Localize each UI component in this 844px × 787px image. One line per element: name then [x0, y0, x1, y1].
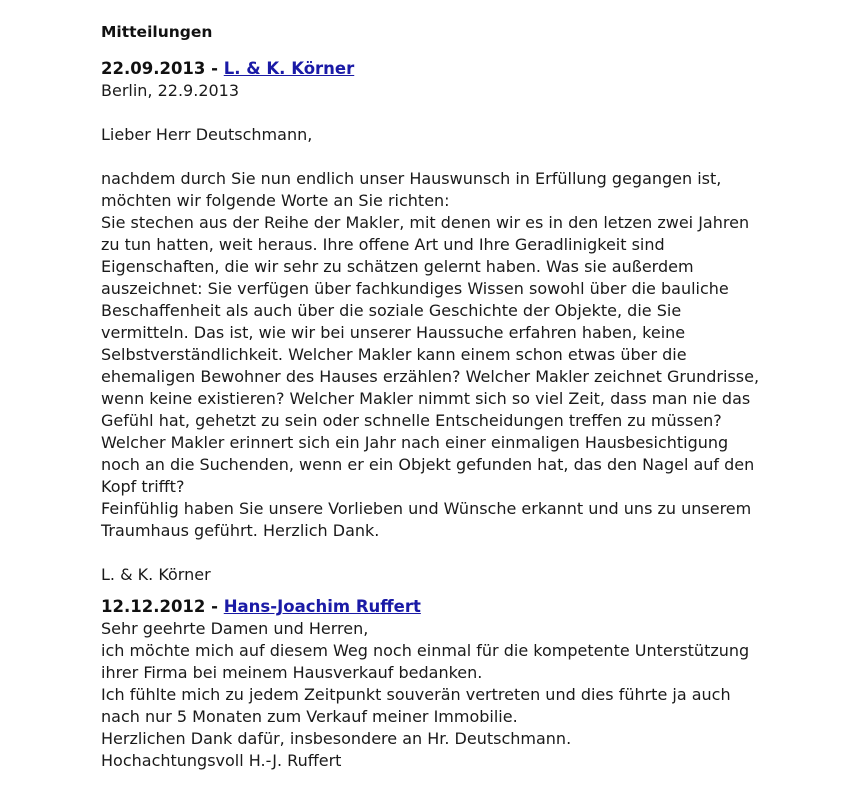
testimonial-entry — [101, 596, 801, 772]
signature-line: L. & K. Körner — [101, 565, 211, 584]
text-line: Welcher Makler erinnert sich ein Jahr nach einer einmaligen Hausbesichtigung — [101, 433, 729, 452]
blank-line — [101, 146, 801, 168]
text-line: vermitteln. Das ist, wie wir bei unserer Haussuche erfahren haben, keine — [101, 323, 686, 342]
text-line: Lieber Herr Deutschmann, — [101, 125, 313, 144]
blank-line — [101, 542, 801, 564]
author-link[interactable]: Hans-Joachim Ruffert — [223, 597, 421, 616]
testimonial-entry — [101, 58, 801, 586]
entry-header — [101, 596, 801, 618]
signature-line: Hochachtungsvoll H.-J. Ruffert — [101, 751, 342, 770]
text-line: nachdem durch Sie nun endlich unser Hauswunsch in Erfüllung gegangen ist, — [101, 169, 722, 188]
entry-body — [101, 80, 801, 586]
text-line: Sehr geehrte Damen und Herren, — [101, 619, 369, 638]
entry-date: 22.09.2013 — [101, 59, 206, 78]
page-title: Mitteilungen — [101, 23, 213, 41]
text-line: noch an die Suchenden, wenn er ein Objekt gefunden hat, das den Nagel auf den — [101, 455, 755, 474]
text-line: Herzlichen Dank dafür, insbesondere an Hr. Deutschmann. — [101, 729, 572, 748]
text-line: Selbstverständlichkeit. Welcher Makler kann einem schon etwas über die — [101, 345, 687, 364]
text-line: Sie stechen aus der Reihe der Makler, mit denen wir es in den letzen zwei Jahren — [101, 213, 750, 232]
blank-line — [101, 102, 801, 124]
text-line: Ich fühlte mich zu jedem Zeitpunkt souverän vertreten und dies führte ja auch — [101, 685, 731, 704]
entry-body — [101, 618, 801, 772]
text-line: auszeichnet: Sie verfügen über fachkundiges Wissen sowohl über die bauliche — [101, 279, 729, 298]
author-link[interactable]: L. & K. Körner — [223, 59, 355, 78]
text-line: ehemaligen Bewohner des Hauses erzählen? Welcher Makler zeichnet Grundrisse, — [101, 367, 760, 386]
text-line: ich möchte mich auf diesem Weg noch einmal für die kompetente Unterstützung — [101, 641, 750, 660]
text-line: Traumhaus geführt. Herzlich Dank. — [101, 521, 380, 540]
text-line: Gefühl hat, gehetzt zu sein oder schnelle Entscheidungen treffen zu müssen? — [101, 411, 722, 430]
text-line: Kopf trifft? — [101, 477, 185, 496]
text-line: Eigenschaften, die wir sehr zu schätzen gelernt haben. Was sie außerdem — [101, 257, 694, 276]
text-line: möchten wir folgende Worte an Sie richten: — [101, 191, 450, 210]
entry-separator: - — [205, 597, 224, 616]
text-line: Feinfühlig haben Sie unsere Vorlieben und Wünsche erkannt und uns zu unserem — [101, 499, 752, 518]
entry-date: 12.12.2012 — [101, 597, 206, 616]
content-area — [101, 22, 801, 772]
entry-header — [101, 58, 801, 80]
text-line: Beschaffenheit als auch über die soziale Geschichte der Objekte, die Sie — [101, 301, 682, 320]
text-line: wenn keine existieren? Welcher Makler nimmt sich so viel Zeit, dass man nie das — [101, 389, 751, 408]
text-line: nach nur 5 Monaten zum Verkauf meiner Immobilie. — [101, 707, 518, 726]
text-line: zu tun hatten, weit heraus. Ihre offene Art und Ihre Geradlinigkeit sind — [101, 235, 665, 254]
text-line: ihrer Firma bei meinem Hausverkauf bedanken. — [101, 663, 483, 682]
text-line: Berlin, 22.9.2013 — [101, 81, 240, 100]
entry-separator: - — [205, 59, 224, 78]
